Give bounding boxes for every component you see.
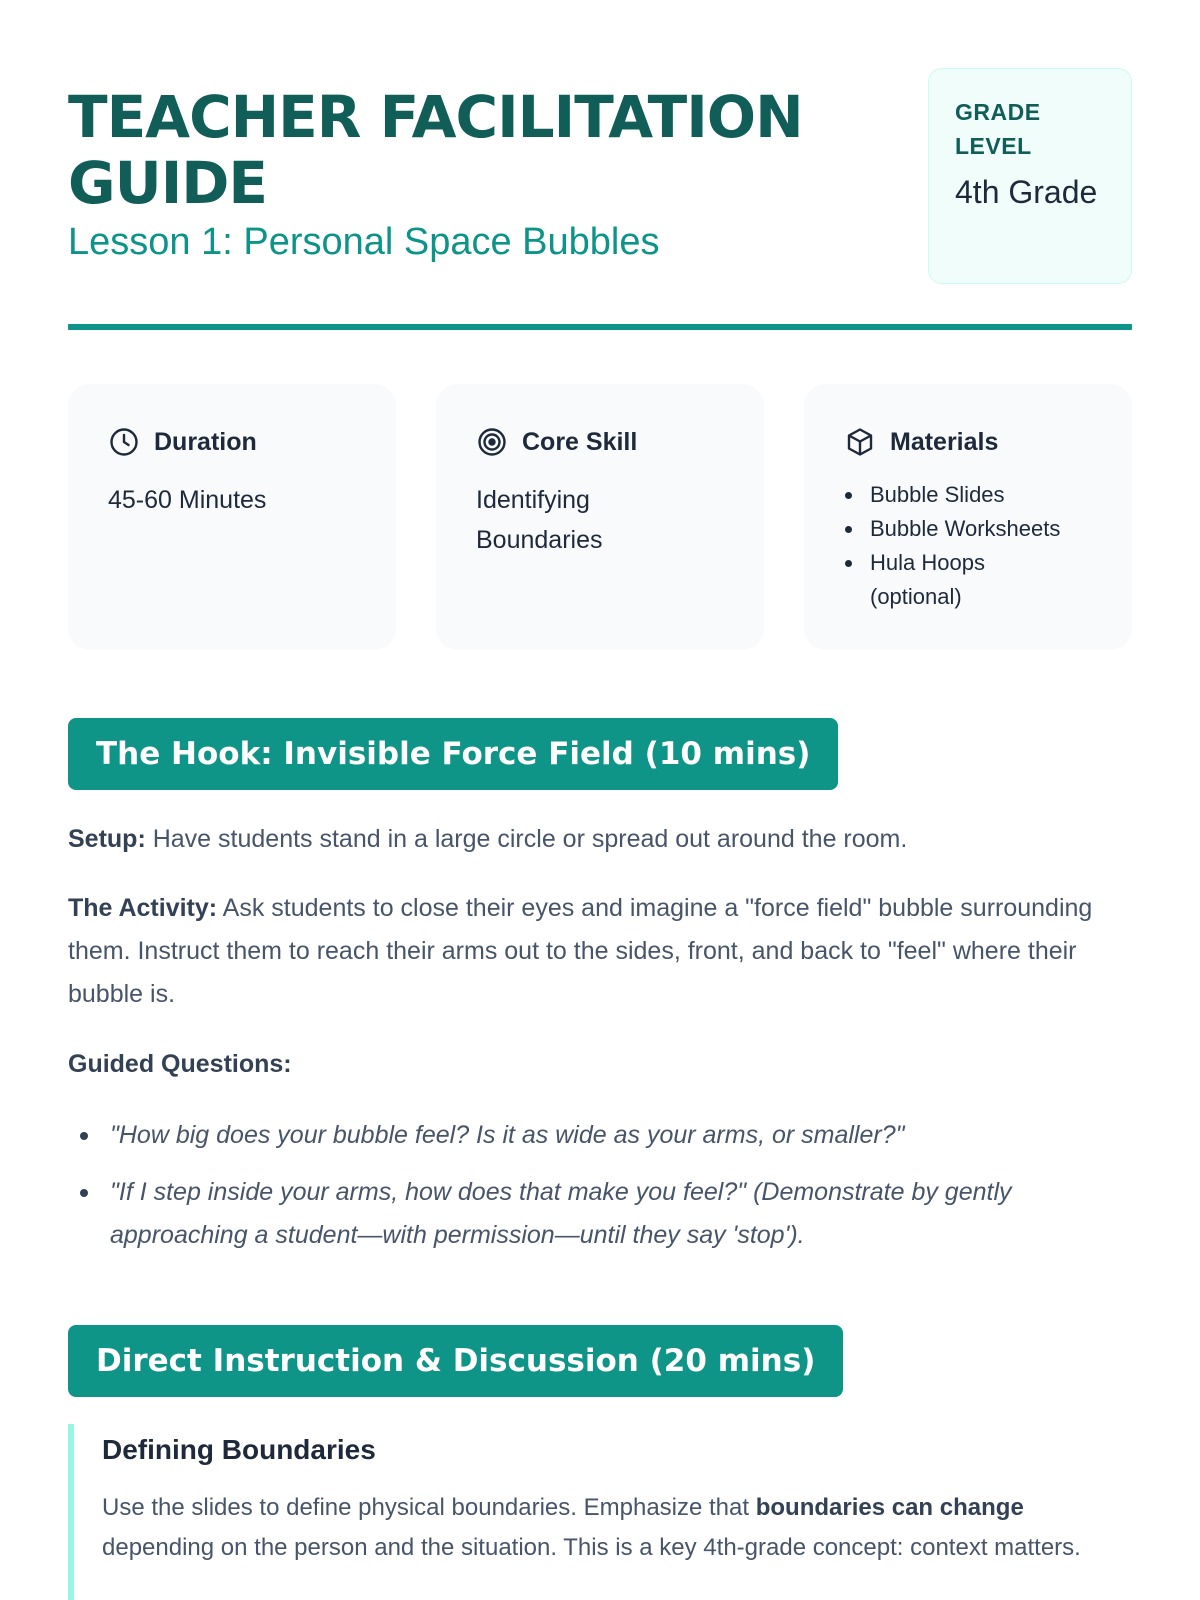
materials-card (804, 384, 1132, 650)
defining-boundaries-title: Defining Boundaries (102, 1434, 376, 1465)
info-cards (68, 384, 1132, 650)
page-title: TEACHER FACILITATION GUIDE (68, 83, 803, 217)
core-skill-title: Core Skill (522, 427, 638, 456)
materials-list (844, 478, 1092, 614)
guided-questions-list (68, 1114, 1132, 1271)
direct-instruction-heading: Direct Instruction & Discussion (20 mins) (68, 1325, 843, 1397)
list-item: Hula Hoops (optional) (844, 546, 1004, 614)
grade-level-label: GRADE LEVEL (955, 99, 1041, 159)
guided-questions-label: Guided Questions: (68, 1050, 292, 1078)
duration-title: Duration (154, 427, 257, 456)
materials-title: Materials (890, 427, 999, 456)
list-item: "If I step inside your arms, how does that make you feel?" (Demonstrate by gently approaching a student—with permission—until they say 'stop'). (68, 1171, 1132, 1257)
grade-level-value: 4th Grade (955, 174, 1098, 210)
hook-section-heading: The Hook: Invisible Force Field (10 mins) (68, 718, 838, 790)
activity-label: The Activity: (68, 894, 218, 922)
core-skill-value: Identifying Boundaries (476, 486, 603, 554)
duration-value: 45-60 Minutes (108, 486, 267, 514)
setup-paragraph (68, 818, 1132, 861)
target-icon (476, 426, 508, 458)
defining-emphasis: boundaries can change (755, 1494, 1024, 1521)
guided-questions-label-paragraph (68, 1043, 1132, 1086)
duration-card (68, 384, 396, 650)
core-skill-card (436, 384, 764, 650)
list-item: Bubble Worksheets (844, 512, 1092, 546)
clock-icon (108, 426, 140, 458)
header-divider (68, 324, 1132, 330)
lesson-subtitle: Lesson 1: Personal Space Bubbles (68, 221, 660, 263)
activity-paragraph (68, 887, 1132, 1016)
defining-boundaries-text: Use the slides to define physical boundaries. Emphasize that boundaries can change depending on the person and the situation. This is a key 4th-grade concept: context matters. (102, 1494, 1081, 1561)
defining-boundaries-callout (68, 1424, 1132, 1600)
activity-text: Ask students to close their eyes and imagine a "force field" bubble surrounding them. Instruct them to reach their arms out to the sides, front, and back to "feel" where their bubble is. (68, 894, 1093, 1008)
page-header (68, 0, 1132, 328)
setup-label: Setup: (68, 825, 146, 853)
grade-level-box (928, 68, 1132, 284)
box-icon (844, 426, 876, 458)
setup-text: Have students stand in a large circle or spread out around the room. (145, 825, 908, 853)
list-item: Bubble Slides (844, 478, 1092, 512)
list-item: "How big does your bubble feel? Is it as wide as your arms, or smaller?" (68, 1114, 1132, 1157)
